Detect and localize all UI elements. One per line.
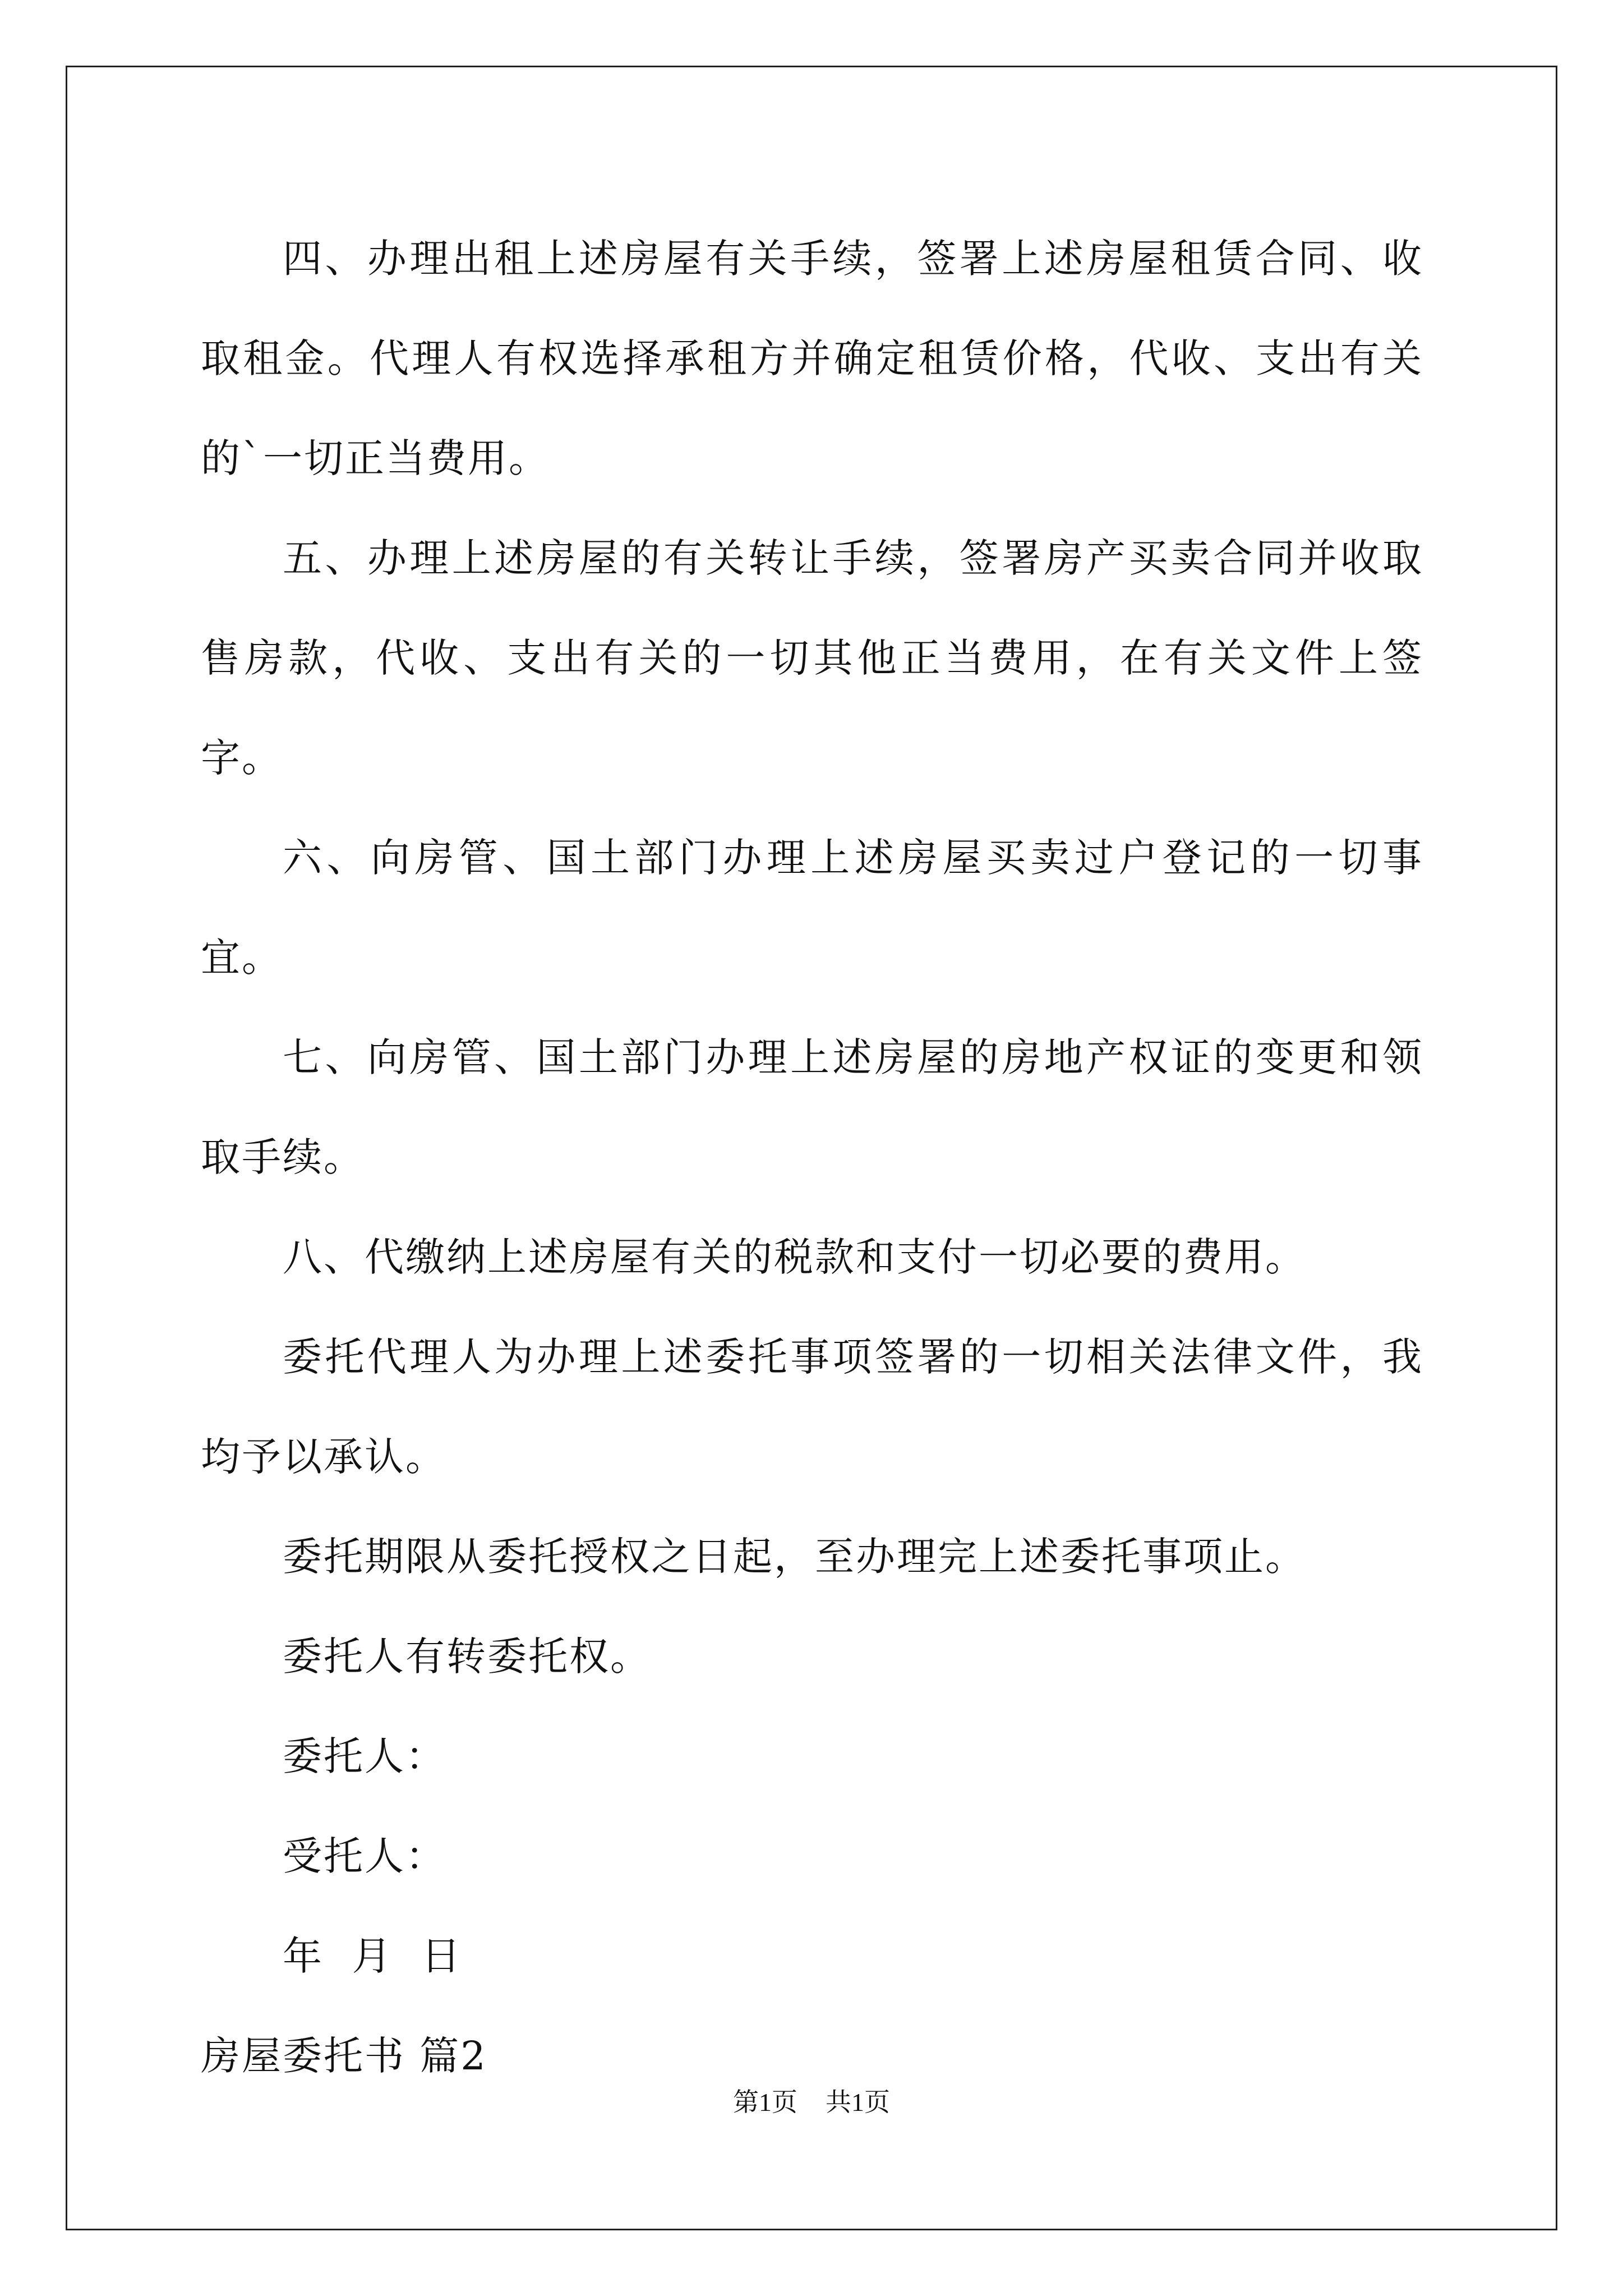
- page-number-current: 第1页: [733, 2088, 797, 2116]
- page-number-total: 共1页: [826, 2088, 890, 2116]
- paragraph-subdelegation: 委托人有转委托权。: [283, 1634, 651, 1680]
- paragraph-item-8: 八、代缴纳上述房屋有关的税款和支付一切必要的费用。: [283, 1234, 1306, 1280]
- paragraph-item-5: 五、办理上述房屋的有关转让手续，签署房产买卖合同并收取售房款，代收、支出有关的一切其他正当费用，在有关文件上签字。: [201, 535, 1423, 781]
- paragraph-item-4: 四、办理出租上述房屋有关手续，签署上述房屋租赁合同、收取租金。代理人有权选择承租方并确定租赁价格，代收、支出有关的`一切正当费用。: [201, 236, 1423, 481]
- document-body: [201, 209, 1423, 2106]
- page-footer: [0, 2086, 1623, 2119]
- section-heading: 房屋委托书 篇2: [201, 2033, 487, 2079]
- paragraph-item-7: 七、向房管、国土部门办理上述房屋的房地产权证的变更和领取手续。: [201, 1034, 1423, 1180]
- principal-signature-label: 委托人：: [283, 1733, 446, 1779]
- paragraph-item-6: 六、向房管、国土部门办理上述房屋买卖过户登记的一切事宜。: [201, 835, 1423, 981]
- agent-signature-label: 受托人：: [283, 1833, 446, 1879]
- paragraph-term: 委托期限从委托授权之日起，至办理完上述委托事项止。: [283, 1534, 1306, 1580]
- date-line: 年 月 日: [283, 1933, 463, 1979]
- paragraph-acknowledgement: 委托代理人为办理上述委托事项签署的一切相关法律文件，我均予以承认。: [201, 1334, 1423, 1480]
